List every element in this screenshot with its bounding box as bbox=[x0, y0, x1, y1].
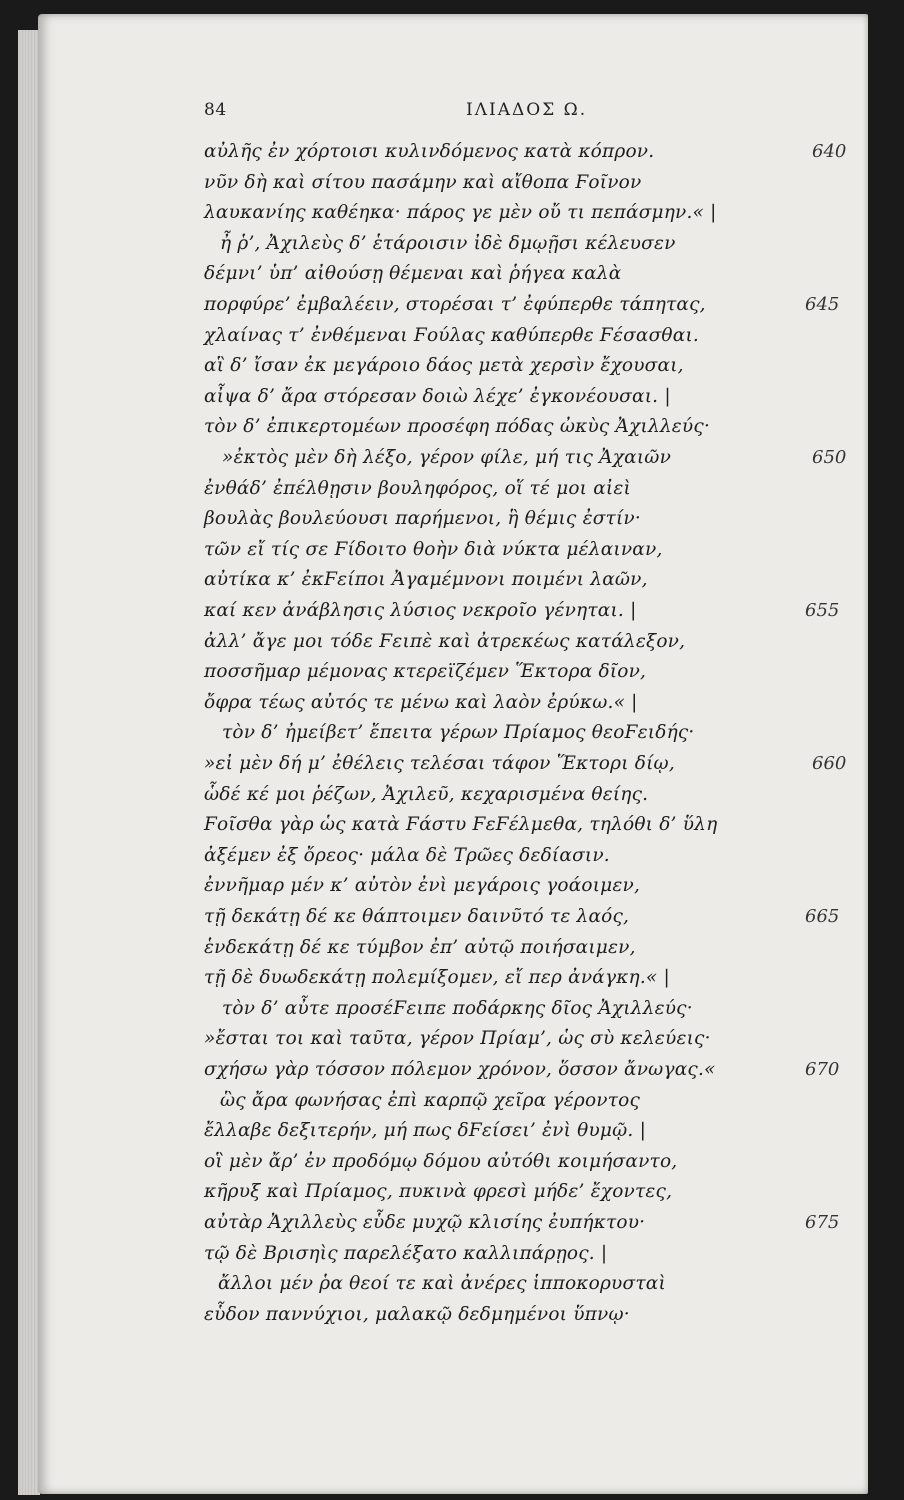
verse-text: αὐλῆς ἐν χόρτοισι κυλινδόμενος κατὰ κόπρον. bbox=[204, 141, 655, 162]
verse-text: ἄλλοι μέν ῥα θεοί τε καὶ ἀνέρες ἱπποκορυσταὶ bbox=[218, 1273, 666, 1295]
verse-line bbox=[0, 325, 904, 353]
verse-text: Ϝοῖσθα γὰρ ὡς κατὰ Ϝάστυ ϜεϜέλμεθα, τηλόθι δ’ ὕλη bbox=[204, 814, 718, 836]
verse-text: ὧδέ κέ μοι ῥέζων, Ἀχιλεῦ, κεχαρισμένα θείης. bbox=[204, 783, 649, 805]
verse-text: τὸν δ’ ἠμείβετ’ ἔπειτα γέρων Πρίαμος θεοϜειδής· bbox=[222, 722, 695, 744]
verse-line bbox=[0, 141, 904, 169]
verse-line bbox=[0, 692, 904, 720]
verse-line bbox=[0, 631, 904, 659]
verse-text: αὐτὰρ Ἀχιλλεὺς εὗδε μυχῷ κλισίης ἐυπήκτου· bbox=[204, 1212, 646, 1233]
verse-line bbox=[0, 1304, 904, 1332]
verse-text: ἐνθάδ’ ἐπέλθῃσιν βουληφόρος, οἵ τέ μοι αἰεὶ bbox=[204, 477, 631, 499]
line-number: 650 bbox=[812, 447, 847, 468]
verse-text: αἳ δ’ ἴσαν ἐκ μεγάροιο δάος μετὰ χερσὶν ἔχουσαι, bbox=[204, 355, 684, 377]
verse-line bbox=[0, 539, 904, 567]
verse-text: ὣς ἄρα φωνήσας ἐπὶ καρπῷ χεῖρα γέροντος bbox=[220, 1089, 641, 1111]
verse-line bbox=[0, 233, 904, 261]
verse-line bbox=[0, 1212, 904, 1240]
verse-line bbox=[0, 202, 904, 230]
verse-text: »ἔσται τοι καὶ ταῦτα, γέρον Πρίαμ’, ὡς σὺ κελεύεις· bbox=[204, 1028, 711, 1050]
verse-line bbox=[0, 967, 904, 995]
verse-text: ἔλλαβε δεξιτερήν, μή πως δϜείσει’ ἐνὶ θυμῷ. | bbox=[204, 1120, 647, 1142]
line-number: 670 bbox=[805, 1059, 840, 1080]
verse-text: πορφύρε’ ἐμβαλέειν, στορέσαι τ’ ἐφύπερθε τάπητας, bbox=[204, 294, 706, 315]
verse-line bbox=[0, 386, 904, 414]
verse-text: χλαίνας τ’ ἐνθέμεναι Ϝούλας καθύπερθε Ϝέσασθαι. bbox=[204, 324, 699, 346]
verse-text: ποσσῆμαρ μέμονας κτερεϊζέμεν Ἕκτορα δῖον, bbox=[204, 661, 647, 683]
verse-line bbox=[0, 1151, 904, 1179]
verse-text: αὐτίκα κ’ ἐκϜείποι Ἀγαμέμνονι ποιμένι λαῶν, bbox=[204, 569, 648, 591]
page-number: 84 bbox=[204, 100, 227, 120]
verse-text: τὸν δ’ αὖτε προσέϜειπε ποδάρκης δῖος Ἀχιλλεύς· bbox=[222, 997, 693, 1019]
verse-line bbox=[0, 722, 904, 750]
verse-text: ἀξέμεν ἐξ ὄρεος· μάλα δὲ Τρῶες δεδίασιν. bbox=[204, 844, 610, 866]
verse-text: τῶν εἴ τίς σε Ϝίδοιτο θοὴν διὰ νύκτα μέλαιναν, bbox=[204, 538, 663, 560]
verse-text: δέμνι’ ὑπ’ αἰθούσῃ θέμεναι καὶ ῥήγεα καλὰ bbox=[204, 263, 622, 285]
verse-line bbox=[0, 569, 904, 597]
verse-line bbox=[0, 1090, 904, 1118]
verse-text: ἦ ῥ’, Ἀχιλεὺς δ’ ἑτάροισιν ἰδὲ δμῳῇσι κέλευσεν bbox=[220, 232, 676, 254]
verse-line bbox=[0, 845, 904, 873]
verse-text: σχήσω γὰρ τόσσον πόλεμον χρόνον, ὅσσον ἄνωγας.« bbox=[204, 1059, 716, 1080]
verse-line bbox=[0, 998, 904, 1026]
verse-text: βουλὰς βουλεύουσι παρήμενοι, ἣ θέμις ἐστίν· bbox=[204, 508, 641, 530]
line-number: 665 bbox=[805, 906, 840, 927]
line-number: 645 bbox=[805, 294, 840, 315]
verse-text: εὗδον παννύχιοι, μαλακῷ δεδμημένοι ὕπνῳ· bbox=[204, 1303, 630, 1325]
verse-line bbox=[0, 814, 904, 842]
line-number: 655 bbox=[805, 600, 840, 621]
verse-line bbox=[0, 1273, 904, 1301]
verse-line bbox=[0, 355, 904, 383]
verse-line bbox=[0, 447, 904, 475]
verse-line bbox=[0, 172, 904, 200]
verse-text: τῇ δὲ δυωδεκάτῃ πολεμίξομεν, εἴ περ ἀνάγκη.« | bbox=[204, 967, 670, 989]
verse-text: »εἰ μὲν δή μ’ ἐθέλεις τελέσαι τάφον Ἕκτορι δίῳ, bbox=[204, 753, 675, 774]
verse-line bbox=[0, 1181, 904, 1209]
verse-line bbox=[0, 784, 904, 812]
verse-text: ἑνδεκάτῃ δέ κε τύμβον ἐπ’ αὐτῷ ποιήσαιμεν, bbox=[204, 936, 636, 958]
verse-line bbox=[0, 661, 904, 689]
verse-text: οἳ μὲν ἄρ’ ἐν προδόμῳ δόμου αὐτόθι κοιμήσαντο, bbox=[204, 1150, 678, 1172]
verse-text: ἀλλ’ ἄγε μοι τόδε Ϝειπὲ καὶ ἀτρεκέως κατάλεξον, bbox=[204, 630, 686, 652]
verse-line bbox=[0, 1120, 904, 1148]
verse-line bbox=[0, 294, 904, 322]
verse-text: τῇ δεκάτῃ δέ κε θάπτοιμεν δαινῦτό τε λαός, bbox=[204, 906, 630, 927]
verse-line bbox=[0, 906, 904, 934]
verse-line bbox=[0, 937, 904, 965]
verse-line bbox=[0, 263, 904, 291]
verse-text: λαυκανίης καθέηκα· πάρος γε μὲν οὔ τι πεπάσμην.« | bbox=[204, 202, 717, 224]
verse-line bbox=[0, 1028, 904, 1056]
verse-line bbox=[0, 600, 904, 628]
line-number: 675 bbox=[805, 1212, 840, 1233]
line-number: 660 bbox=[812, 753, 847, 774]
running-title: ΙΛΙΑΔΟΣ Ω. bbox=[466, 100, 588, 120]
verse-text: νῦν δὴ καὶ σίτου πασάμην καὶ αἴθοπα Ϝοῖνον bbox=[204, 171, 642, 193]
verse-text: τῷ δὲ Βρισηὶς παρελέξατο καλλιπάρῃος. | bbox=[204, 1242, 608, 1264]
verse-text: καί κεν ἀνάβλησις λύσιος νεκροῖο γένηται. | bbox=[204, 600, 637, 621]
verse-line bbox=[0, 753, 904, 781]
verse-line bbox=[0, 875, 904, 903]
line-number: 640 bbox=[812, 141, 847, 162]
verse-line bbox=[0, 1243, 904, 1271]
verse-line bbox=[0, 508, 904, 536]
verse-text: τὸν δ’ ἐπικερτομέων προσέφη πόδας ὠκὺς Ἀχιλλεύς· bbox=[204, 416, 711, 438]
verse-text: κῆρυξ καὶ Πρίαμος, πυκινὰ φρεσὶ μήδε’ ἔχοντες, bbox=[204, 1181, 673, 1203]
verse-line bbox=[0, 416, 904, 444]
verse-text: ἐννῆμαρ μέν κ’ αὐτὸν ἐνὶ μεγάροις γοάοιμεν, bbox=[204, 875, 641, 897]
verse-line bbox=[0, 478, 904, 506]
verse-line bbox=[0, 1059, 904, 1087]
verse-text: »ἐκτὸς μὲν δὴ λέξο, γέρον φίλε, μή τις Ἀχαιῶν bbox=[222, 447, 672, 468]
verse-text: ὄφρα τέως αὐτός τε μένω καὶ λαὸν ἐρύκω.« | bbox=[204, 691, 638, 713]
verse-text: αἶψα δ’ ἄρα στόρεσαν δοιὼ λέχε’ ἐγκονέουσαι. | bbox=[204, 385, 671, 407]
